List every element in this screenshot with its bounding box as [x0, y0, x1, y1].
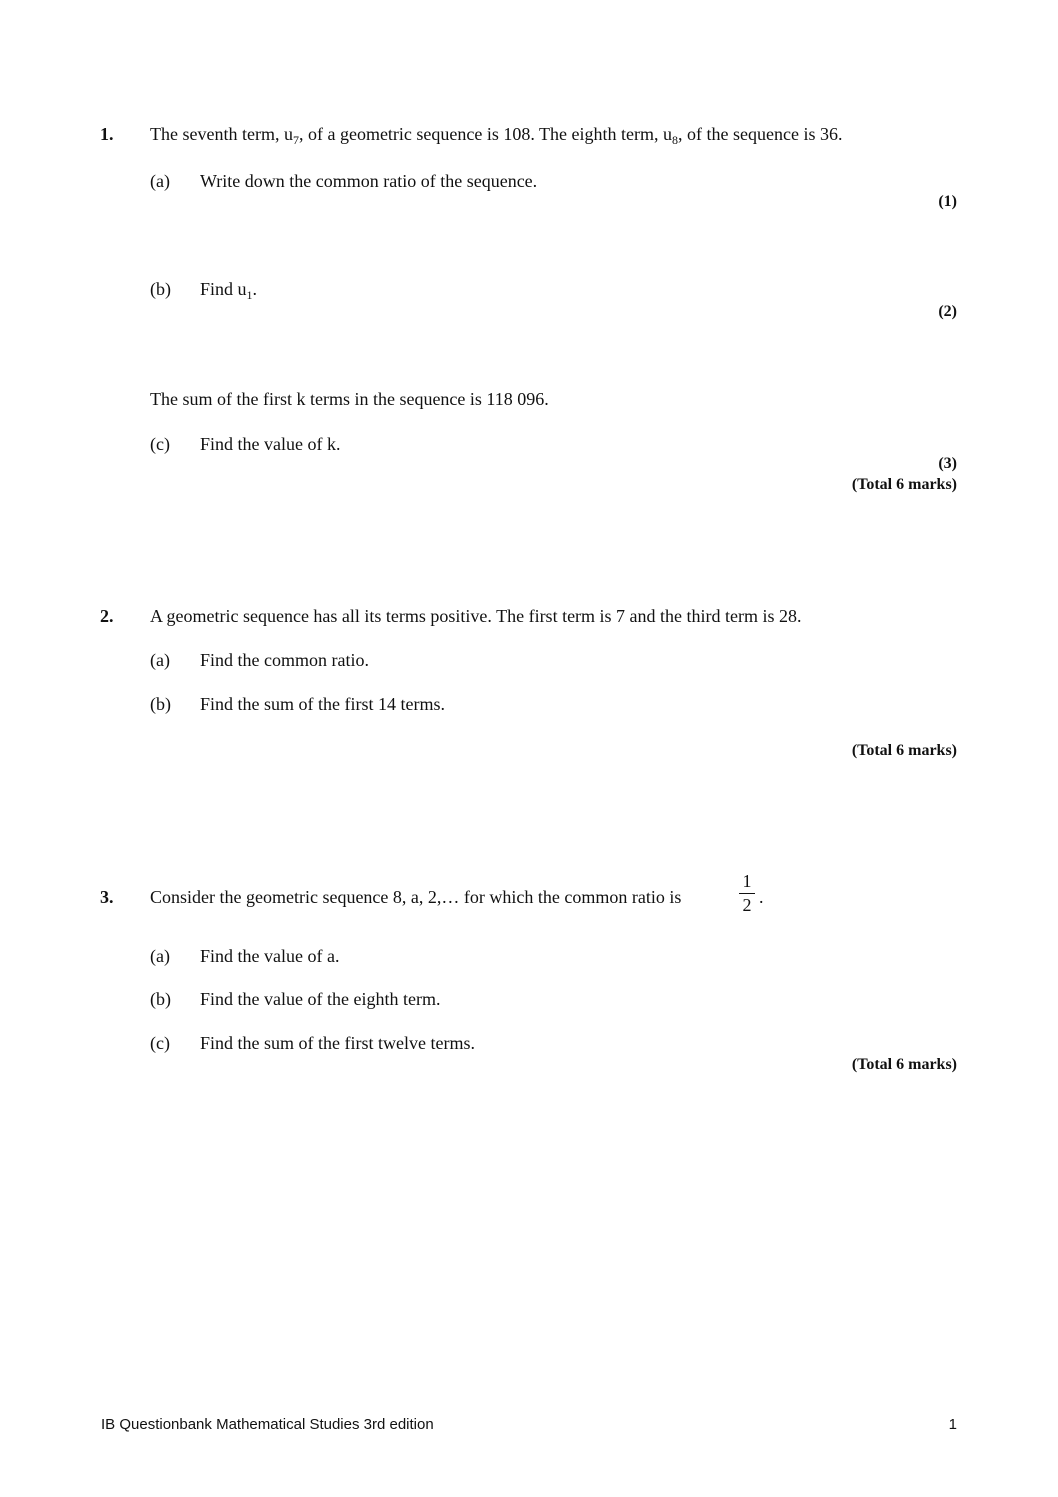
q2-part-b-text: Find the sum of the first 14 terms.: [200, 694, 445, 714]
q1-intermediate-text: The sum of the first k terms in the sequence is 118 096.: [150, 389, 549, 409]
q1-part-b-text: [200, 279, 258, 302]
q3-part-c-label: (c): [150, 1033, 170, 1053]
q1-part-c-text: Find the value of k.: [200, 434, 341, 454]
question-3-number: 3.: [100, 887, 114, 907]
q3-total-marks: (Total 6 marks): [851, 1056, 957, 1073]
q3-part-b-label: (b): [150, 989, 171, 1009]
q2-part-b-label: (b): [150, 694, 171, 714]
q2-part-a-label: (a): [150, 650, 170, 670]
fraction-bar: [739, 893, 755, 894]
q3-part-c-text: Find the sum of the first twelve terms.: [200, 1033, 475, 1053]
stem-text: , of a geometric sequence is 108. The eighth term, u: [298, 124, 673, 144]
question-3-stem: Consider the geometric sequence 8, a, 2,… for which the common ratio is: [150, 887, 682, 907]
stem-text: The seventh term, u: [150, 124, 293, 144]
q1-part-a-text: Write down the common ratio of the sequence.: [200, 171, 538, 191]
question-3-stem-end: .: [759, 887, 764, 907]
subscript: 8: [672, 133, 679, 147]
fraction-denominator: 2: [742, 895, 752, 915]
subscript: 1: [246, 288, 253, 302]
page-number: 1: [948, 1416, 957, 1433]
question-1-number: 1.: [100, 124, 114, 144]
q2-part-a-text: Find the common ratio.: [200, 650, 369, 670]
stem-text: , of the sequence is 36.: [678, 124, 843, 144]
question-1-stem: [150, 124, 843, 147]
q1-part-a-label: (a): [150, 171, 170, 191]
q1-part-b-marks: (2): [938, 303, 957, 320]
q3-part-a-text: Find the value of a.: [200, 946, 340, 966]
q1-part-c-marks: (3): [938, 455, 957, 472]
q3-part-b-text: Find the value of the eighth term.: [200, 989, 441, 1009]
q1-part-c-label: (c): [150, 434, 170, 454]
q1-part-b-label: (b): [150, 279, 171, 299]
part-text-tail: .: [252, 279, 258, 299]
question-2-number: 2.: [100, 606, 114, 626]
fraction-numerator: 1: [742, 871, 752, 891]
q1-total-marks: (Total 6 marks): [851, 476, 957, 493]
q1-part-a-marks: (1): [938, 193, 957, 210]
part-text: Find u: [200, 279, 247, 299]
footer-source: IB Questionbank Mathematical Studies 3rd edition: [101, 1416, 434, 1433]
q3-part-a-label: (a): [150, 946, 170, 966]
fraction-one-half: [737, 872, 757, 914]
question-2-stem: A geometric sequence has all its terms positive. The first term is 7 and the third term is 28.: [150, 606, 802, 626]
subscript: 7: [292, 133, 299, 147]
q2-total-marks: (Total 6 marks): [851, 742, 957, 759]
